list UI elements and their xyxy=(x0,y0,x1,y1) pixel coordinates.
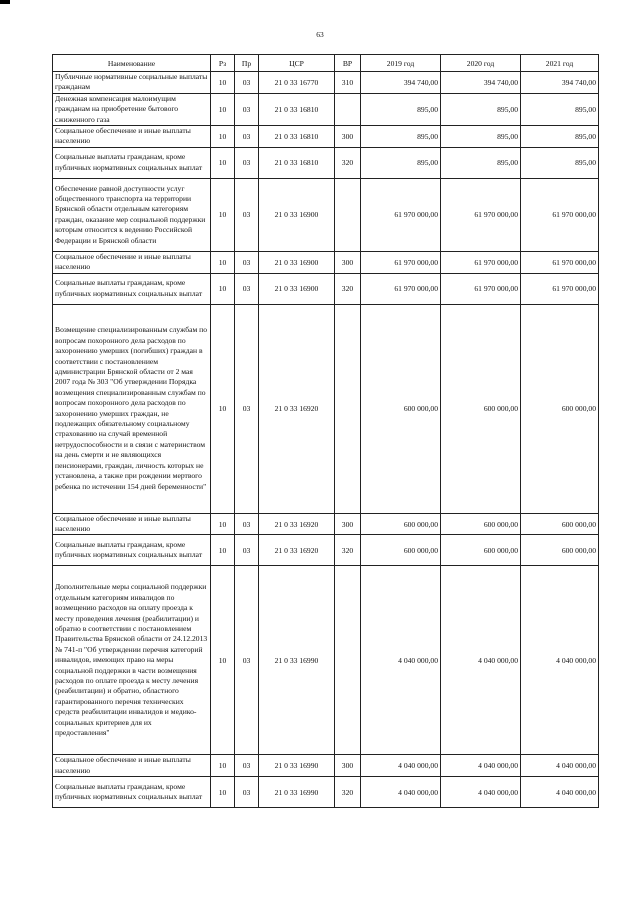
cell-vr xyxy=(335,304,361,513)
cell-y2019: 895,00 xyxy=(361,93,441,125)
cell-y2019: 600 000,00 xyxy=(361,513,441,535)
table-row xyxy=(53,513,599,535)
cell-y2019: 61 970 000,00 xyxy=(361,251,441,273)
table-row xyxy=(53,126,599,148)
table-row xyxy=(53,251,599,273)
budget-table xyxy=(52,54,599,808)
cell-pr: 03 xyxy=(235,178,259,251)
cell-vr: 320 xyxy=(335,147,361,178)
cell-pr: 03 xyxy=(235,147,259,178)
cell-name: Социальное обеспечение и иные выплаты населению xyxy=(53,126,211,148)
cell-rz: 10 xyxy=(211,273,235,304)
table-row xyxy=(53,535,599,566)
cell-csr: 21 0 33 16810 xyxy=(259,93,335,125)
cell-rz: 10 xyxy=(211,513,235,535)
cell-y2021: 394 740,00 xyxy=(521,72,599,94)
cell-vr xyxy=(335,93,361,125)
cell-name: Возмещение специализированным службам по вопросам похоронного дела расходов по захоронению умерших (погибших) граждан в соответствии с постановлением администрации Брянской области от 2 мая 2007 года № 303 "Об утверждении Порядка возмещения специализированным службам по вопросам похоронного дела расходов по захоронению умерших граждан, не подлежащих обязательному социальному страхованию на случай временной нетрудоспособности и в связи с материнством на день смерти и не являющихся пенсионерами, граждан, личность которых не установлена, а также при рождении мертвого ребенка по истечении 154 дней беременности" xyxy=(53,304,211,513)
cell-vr xyxy=(335,566,361,755)
cell-pr: 03 xyxy=(235,535,259,566)
cell-vr: 300 xyxy=(335,126,361,148)
cell-y2019: 895,00 xyxy=(361,147,441,178)
cell-vr: 300 xyxy=(335,755,361,777)
cell-y2020: 600 000,00 xyxy=(441,535,521,566)
table-row xyxy=(53,178,599,251)
cell-y2020: 61 970 000,00 xyxy=(441,273,521,304)
cell-y2020: 895,00 xyxy=(441,147,521,178)
scan-mark xyxy=(0,0,10,4)
cell-y2019: 394 740,00 xyxy=(361,72,441,94)
cell-y2019: 895,00 xyxy=(361,126,441,148)
cell-y2021: 895,00 xyxy=(521,93,599,125)
cell-name: Дополнительные меры социальной поддержки отдельным категориям инвалидов по возмещению расходов на оплату проезда к месту проведения лечения (реабилитации) и обратно в соответствии с постановлением Правительства Брянской области от 24.12.2013 № 741-п "Об утверждении перечня категорий инвалидов, имеющих право на меры социальной поддержки в части возмещения расходов по оплате проезда к месту лечения (реабилитации) и обратно, областного гарантированного перечня технических средств реабилитации инвалидов и медико-социальных критериев для их предоставления" xyxy=(53,566,211,755)
cell-rz: 10 xyxy=(211,93,235,125)
header-rz: Рз xyxy=(211,55,235,72)
cell-vr: 320 xyxy=(335,777,361,808)
header-2020: 2020 год xyxy=(441,55,521,72)
cell-csr: 21 0 33 16810 xyxy=(259,126,335,148)
cell-rz: 10 xyxy=(211,535,235,566)
cell-y2019: 4 040 000,00 xyxy=(361,755,441,777)
header-csr: ЦСР xyxy=(259,55,335,72)
table-row xyxy=(53,566,599,755)
cell-csr: 21 0 33 16900 xyxy=(259,251,335,273)
cell-name: Социальные выплаты гражданам, кроме публичных нормативных социальных выплат xyxy=(53,777,211,808)
header-vr: ВР xyxy=(335,55,361,72)
cell-csr: 21 0 33 16900 xyxy=(259,178,335,251)
header-2019: 2019 год xyxy=(361,55,441,72)
cell-vr: 320 xyxy=(335,273,361,304)
cell-pr: 03 xyxy=(235,273,259,304)
cell-y2019: 4 040 000,00 xyxy=(361,777,441,808)
cell-name: Социальные выплаты гражданам, кроме публичных нормативных социальных выплат xyxy=(53,273,211,304)
cell-rz: 10 xyxy=(211,72,235,94)
cell-vr: 300 xyxy=(335,513,361,535)
header-2021: 2021 год xyxy=(521,55,599,72)
cell-name: Денежная компенсация малоимущим гражданам на приобретение бытового сжиженного газа xyxy=(53,93,211,125)
cell-pr: 03 xyxy=(235,755,259,777)
cell-vr: 300 xyxy=(335,251,361,273)
cell-rz: 10 xyxy=(211,147,235,178)
cell-y2021: 61 970 000,00 xyxy=(521,178,599,251)
cell-y2020: 4 040 000,00 xyxy=(441,777,521,808)
cell-vr: 310 xyxy=(335,72,361,94)
cell-name: Публичные нормативные социальные выплаты гражданам xyxy=(53,72,211,94)
cell-y2021: 4 040 000,00 xyxy=(521,777,599,808)
cell-name: Социальные выплаты гражданам, кроме публичных нормативных социальных выплат xyxy=(53,147,211,178)
cell-y2021: 600 000,00 xyxy=(521,535,599,566)
table-header-row xyxy=(53,55,599,72)
cell-pr: 03 xyxy=(235,72,259,94)
cell-y2021: 4 040 000,00 xyxy=(521,566,599,755)
cell-name: Социальное обеспечение и иные выплаты населению xyxy=(53,755,211,777)
cell-rz: 10 xyxy=(211,304,235,513)
cell-y2021: 4 040 000,00 xyxy=(521,755,599,777)
cell-y2019: 600 000,00 xyxy=(361,304,441,513)
cell-pr: 03 xyxy=(235,93,259,125)
cell-y2021: 600 000,00 xyxy=(521,513,599,535)
cell-csr: 21 0 33 16920 xyxy=(259,304,335,513)
cell-pr: 03 xyxy=(235,566,259,755)
table-row xyxy=(53,755,599,777)
table-row xyxy=(53,777,599,808)
cell-y2020: 394 740,00 xyxy=(441,72,521,94)
cell-y2020: 4 040 000,00 xyxy=(441,755,521,777)
cell-name: Социальное обеспечение и иные выплаты населению xyxy=(53,513,211,535)
cell-y2021: 600 000,00 xyxy=(521,304,599,513)
cell-csr: 21 0 33 16920 xyxy=(259,535,335,566)
cell-y2019: 4 040 000,00 xyxy=(361,566,441,755)
table-row xyxy=(53,304,599,513)
table-row xyxy=(53,147,599,178)
cell-rz: 10 xyxy=(211,755,235,777)
cell-y2021: 895,00 xyxy=(521,126,599,148)
cell-pr: 03 xyxy=(235,777,259,808)
cell-y2020: 600 000,00 xyxy=(441,304,521,513)
cell-y2020: 61 970 000,00 xyxy=(441,178,521,251)
cell-csr: 21 0 33 16770 xyxy=(259,72,335,94)
cell-csr: 21 0 33 16990 xyxy=(259,755,335,777)
cell-csr: 21 0 33 16900 xyxy=(259,273,335,304)
cell-y2021: 61 970 000,00 xyxy=(521,273,599,304)
cell-y2020: 61 970 000,00 xyxy=(441,251,521,273)
cell-y2020: 895,00 xyxy=(441,126,521,148)
cell-pr: 03 xyxy=(235,513,259,535)
cell-pr: 03 xyxy=(235,126,259,148)
cell-name: Социальное обеспечение и иные выплаты населению xyxy=(53,251,211,273)
cell-csr: 21 0 33 16990 xyxy=(259,566,335,755)
cell-pr: 03 xyxy=(235,304,259,513)
cell-y2019: 61 970 000,00 xyxy=(361,273,441,304)
cell-rz: 10 xyxy=(211,126,235,148)
cell-csr: 21 0 33 16920 xyxy=(259,513,335,535)
cell-y2019: 600 000,00 xyxy=(361,535,441,566)
cell-vr: 320 xyxy=(335,535,361,566)
cell-y2019: 61 970 000,00 xyxy=(361,178,441,251)
header-pr: Пр xyxy=(235,55,259,72)
cell-csr: 21 0 33 16810 xyxy=(259,147,335,178)
cell-pr: 03 xyxy=(235,251,259,273)
cell-vr xyxy=(335,178,361,251)
cell-rz: 10 xyxy=(211,251,235,273)
header-name: Наименование xyxy=(53,55,211,72)
table-row xyxy=(53,273,599,304)
table-row xyxy=(53,93,599,125)
cell-rz: 10 xyxy=(211,178,235,251)
cell-rz: 10 xyxy=(211,777,235,808)
cell-y2020: 600 000,00 xyxy=(441,513,521,535)
cell-csr: 21 0 33 16990 xyxy=(259,777,335,808)
cell-rz: 10 xyxy=(211,566,235,755)
cell-name: Обеспечение равной доступности услуг общественного транспорта на территории Брянской области отдельным категориям граждан, оказание мер социальной поддержки которым относится к ведению Российской Федерации и Брянской области xyxy=(53,178,211,251)
cell-y2020: 895,00 xyxy=(441,93,521,125)
table-row xyxy=(53,72,599,94)
cell-y2021: 895,00 xyxy=(521,147,599,178)
cell-y2021: 61 970 000,00 xyxy=(521,251,599,273)
page-number: 63 xyxy=(316,30,324,39)
cell-name: Социальные выплаты гражданам, кроме публичных нормативных социальных выплат xyxy=(53,535,211,566)
cell-y2020: 4 040 000,00 xyxy=(441,566,521,755)
